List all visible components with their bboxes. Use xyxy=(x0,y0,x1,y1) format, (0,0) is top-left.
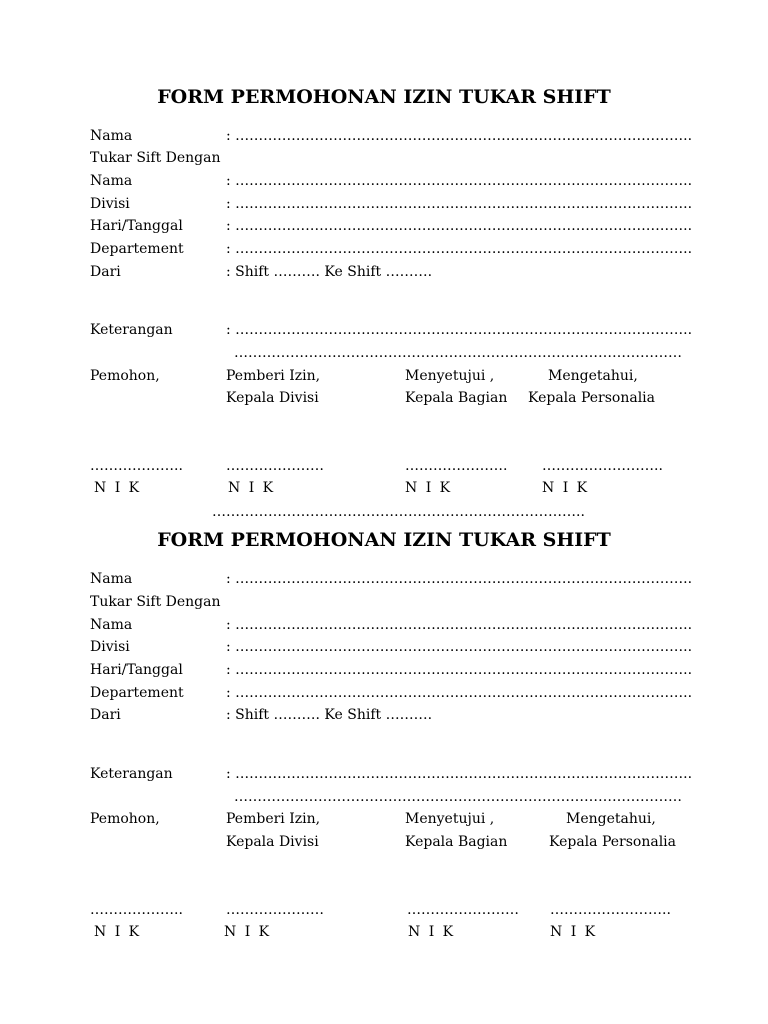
field-label-nama: Nama xyxy=(90,128,133,144)
signature-line-mengetahui: …………………….. xyxy=(542,458,663,474)
form-title: FORM PERMOHONAN IZIN TUKAR SHIFT xyxy=(157,529,611,551)
field-label-hari-tanggal: Hari/Tanggal xyxy=(90,218,183,234)
signature-line-menyetujui: …………………… xyxy=(407,902,519,918)
field-label-dari: Dari xyxy=(90,707,121,723)
signature-role-menyetujui: Menyetujui , xyxy=(405,811,495,827)
signature-title-kepala-bagian: Kepala Bagian xyxy=(405,834,508,850)
signature-role-pemberi-izin: Pemberi Izin, xyxy=(226,811,321,827)
form-separator: …………………………………………………………………….. xyxy=(212,504,585,520)
field-label-hari-tanggal: Hari/Tanggal xyxy=(90,662,183,678)
field-value-nama-2: : …………………………………………………………………………………….. xyxy=(226,173,693,189)
nik-pemberi-izin: N I K xyxy=(224,924,272,940)
field-label-departement: Departement xyxy=(90,241,184,257)
field-label-departement: Departement xyxy=(90,685,184,701)
signature-title-kepala-divisi: Kepala Divisi xyxy=(226,834,319,850)
nik-pemohon: N I K xyxy=(94,924,142,940)
field-value-departement: : …………………………………………………………………………………….. xyxy=(226,241,693,257)
field-value-departement: : …………………………………………………………………………………….. xyxy=(226,685,693,701)
nik-pemberi-izin: N I K xyxy=(228,480,276,496)
nik-mengetahui: N I K xyxy=(542,480,590,496)
field-label-divisi: Divisi xyxy=(90,639,130,655)
field-value-hari-tanggal: : …………………………………………………………………………………….. xyxy=(226,662,693,678)
keterangan-label: Keterangan xyxy=(90,766,173,782)
keterangan-label: Keterangan xyxy=(90,322,173,338)
signature-line-pemberi-izin: ………………… xyxy=(226,458,324,474)
keterangan-line-1: : …………………………………………………………………………………….. xyxy=(226,322,693,338)
field-label-nama-2: Nama xyxy=(90,173,133,189)
signature-role-pemohon: Pemohon, xyxy=(90,811,160,827)
field-value-divisi: : …………………………………………………………………………………….. xyxy=(226,196,693,212)
signature-role-menyetujui: Menyetujui , xyxy=(405,368,495,384)
keterangan-line-2: …………………………………………………………………………………… xyxy=(234,789,682,805)
nik-menyetujui: N I K xyxy=(405,480,453,496)
signature-title-kepala-divisi: Kepala Divisi xyxy=(226,390,319,406)
field-label-dari: Dari xyxy=(90,264,121,280)
keterangan-line-2: …………………………………………………………………………………… xyxy=(234,345,682,361)
signature-line-pemohon: ……………….. xyxy=(90,902,183,918)
field-value-divisi: : …………………………………………………………………………………….. xyxy=(226,639,693,655)
field-label-nama-2: Nama xyxy=(90,617,133,633)
signature-role-pemberi-izin: Pemberi Izin, xyxy=(226,368,321,384)
field-value-nama: : …………………………………………………………………………………….. xyxy=(226,571,693,587)
nik-menyetujui: N I K xyxy=(408,924,456,940)
field-value-hari-tanggal: : …………………………………………………………………………………….. xyxy=(226,218,693,234)
field-value-nama-2: : …………………………………………………………………………………….. xyxy=(226,617,693,633)
signature-role-pemohon: Pemohon, xyxy=(90,368,160,384)
field-label-tukar-sift: Tukar Sift Dengan xyxy=(90,594,221,610)
field-label-divisi: Divisi xyxy=(90,196,130,212)
form-title: FORM PERMOHONAN IZIN TUKAR SHIFT xyxy=(157,86,611,108)
signature-line-pemohon: ……………….. xyxy=(90,458,183,474)
field-label-nama: Nama xyxy=(90,571,133,587)
field-value-dari: : Shift ………. Ke Shift ………. xyxy=(226,264,433,280)
field-value-nama: : …………………………………………………………………………………….. xyxy=(226,128,693,144)
nik-pemohon: N I K xyxy=(94,480,142,496)
field-label-tukar-sift: Tukar Sift Dengan xyxy=(90,150,221,166)
signature-line-mengetahui: …………………….. xyxy=(550,902,671,918)
signature-role-mengetahui: Mengetahui, xyxy=(548,368,638,384)
keterangan-line-1: : …………………………………………………………………………………….. xyxy=(226,766,693,782)
signature-title-kepala-personalia: Kepala Personalia xyxy=(528,390,655,406)
signature-line-pemberi-izin: ………………… xyxy=(226,902,324,918)
nik-mengetahui: N I K xyxy=(550,924,598,940)
field-value-dari: : Shift ………. Ke Shift ………. xyxy=(226,707,433,723)
signature-title-kepala-personalia: Kepala Personalia xyxy=(549,834,676,850)
signature-line-menyetujui: …………………. xyxy=(405,458,508,474)
signature-title-kepala-bagian: Kepala Bagian xyxy=(405,390,508,406)
signature-role-mengetahui: Mengetahui, xyxy=(566,811,656,827)
